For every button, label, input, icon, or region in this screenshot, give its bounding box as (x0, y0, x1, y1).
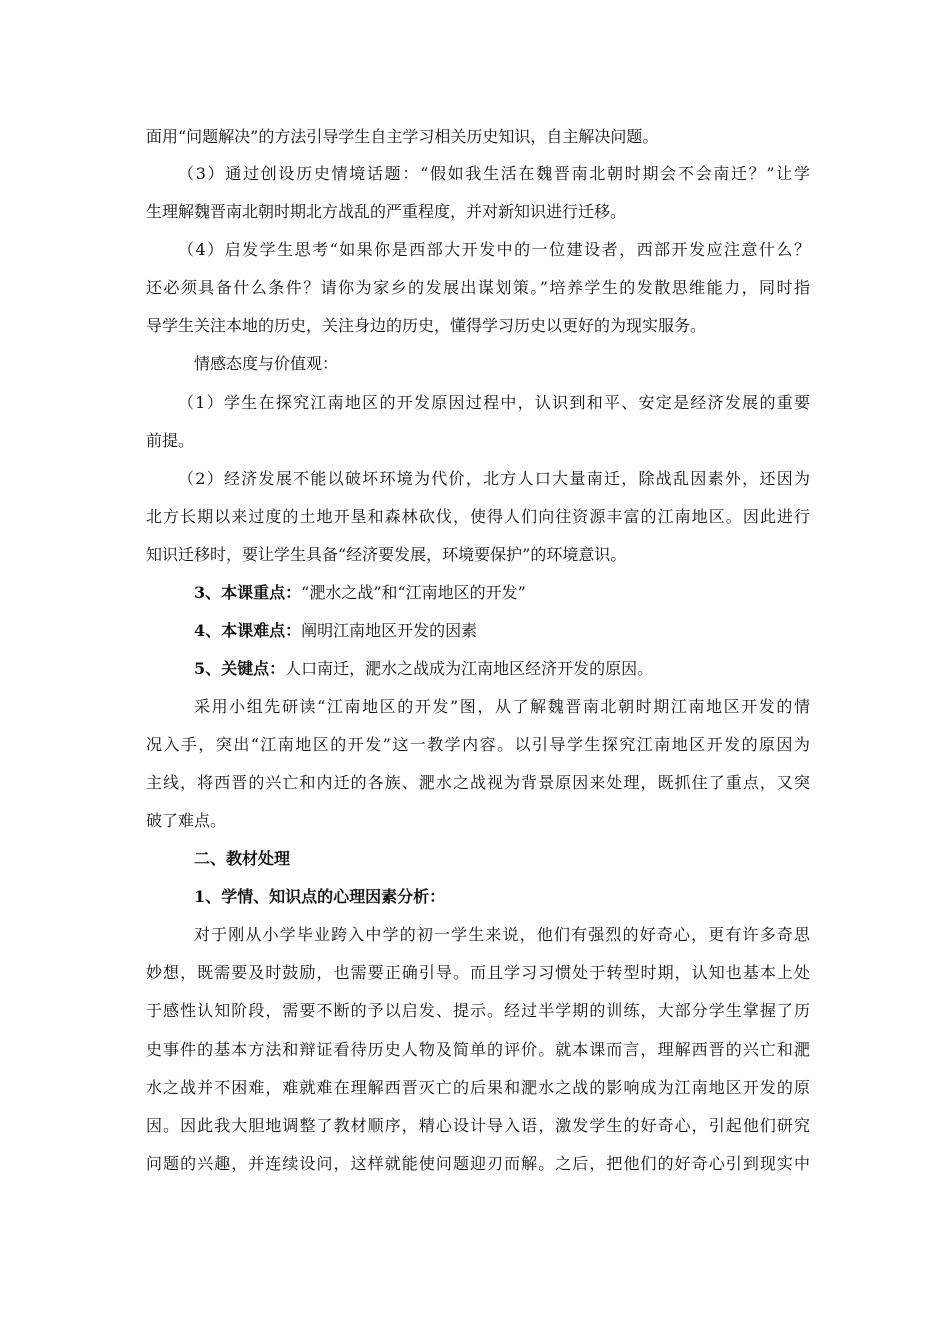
text-line: 破了难点。 (146, 811, 227, 830)
text-line: 知识迁移时，要让学生具备“经济要发展，环境要保护”的环境意识。 (146, 545, 627, 564)
text-line: 面用“问题解决”的方法引导学生自主学习相关历史知识，自主解决问题。 (146, 127, 659, 146)
difficulty-line (194, 620, 810, 642)
key-text: 人口南迁，淝水之战成为江南地区经济开发的原因。 (285, 659, 654, 678)
section-heading: 情感态度与价值观： (194, 354, 339, 373)
text-line: 问题的兴趣，并连续设问，这样就能使问题迎刃而解。之后，把他们的好奇心引到现实中 (146, 1154, 810, 1173)
key-point-label: 3、本课重点： (194, 583, 302, 602)
key-label: 5、关键点： (194, 659, 286, 678)
difficulty-label: 4、本课难点： (194, 621, 302, 640)
text-line: 导学生关注本地的历史，关注身边的历史，懂得学习历史以更好的为现实服务。 (146, 316, 707, 335)
text-line: 况入手，突出“江南地区的开发”这一教学内容。以引导学生探究江南地区开发的原因为 (146, 735, 810, 754)
text-line: 生理解魏晋南北朝时期北方战乱的严重程度，并对新知识进行迁移。 (146, 202, 627, 221)
text-line: 还必须具备什么条件？请你为家乡的发展出谋划策。”培养学生的发散思维能力，同时指 (146, 278, 810, 297)
section-heading: 二、教材处理 (194, 849, 291, 868)
difficulty-text: 阐明江南地区开发的因素 (301, 621, 478, 640)
key-point-line (194, 582, 810, 604)
text-line: 对于刚从小学毕业跨入中学的初一学生来说，他们有强烈的好奇心，更有许多奇思 (194, 925, 810, 944)
text-line: 采用小组先研读“江南地区的开发”图，从了解魏晋南北朝时期江南地区开发的情 (194, 697, 810, 716)
subsection-heading: 1、学情、知识点的心理因素分析： (194, 887, 446, 906)
text-line: 史事件的基本方法和辩证看待历史人物及简单的评价。就本课而言，理解西晋的兴亡和淝 (146, 1040, 810, 1059)
text-line: （1）学生在探究江南地区的开发原因过程中，认识到和平、安定是经济发展的重要 (178, 393, 810, 412)
text-line: 主线，将西晋的兴亡和内迁的各族、淝水之战视为背景原因来处理，既抓住了重点，又突 (146, 773, 810, 792)
text-line: 因。因此我大胆地调整了教材顺序，精心设计导入语，激发学生的好奇心，引起他们研究 (146, 1116, 810, 1135)
text-line: 前提。 (146, 431, 195, 450)
key-point-text: “淝水之战”和“江南地区的开发” (301, 583, 526, 602)
text-line: （4）启发学生思考“如果你是西部大开发中的一位建设者，西部开发应注意什么？ (178, 240, 810, 259)
text-line: 北方长期以来过度的土地开垦和森林砍伐，使得人们向往资源丰富的江南地区。因此进行 (146, 507, 810, 526)
key-line (194, 658, 810, 680)
text-line: 于感性认知阶段，需要不断的予以启发、提示。经过半学期的训练，大部分学生掌握了历 (146, 1001, 810, 1020)
text-line: 妙想，既需要及时鼓励，也需要正确引导。而且学习习惯处于转型时期，认知也基本上处 (146, 963, 810, 982)
text-line: （3）通过创设历史情境话题：“假如我生活在魏晋南北朝时期会不会南迁？”让学 (178, 164, 810, 183)
text-line: 水之战并不困难，难就难在理解西晋灭亡的后果和淝水之战的影响成为江南地区开发的原 (146, 1078, 810, 1097)
text-line: （2）经济发展不能以破坏环境为代价，北方人口大量南迁，除战乱因素外，还因为 (178, 469, 810, 488)
